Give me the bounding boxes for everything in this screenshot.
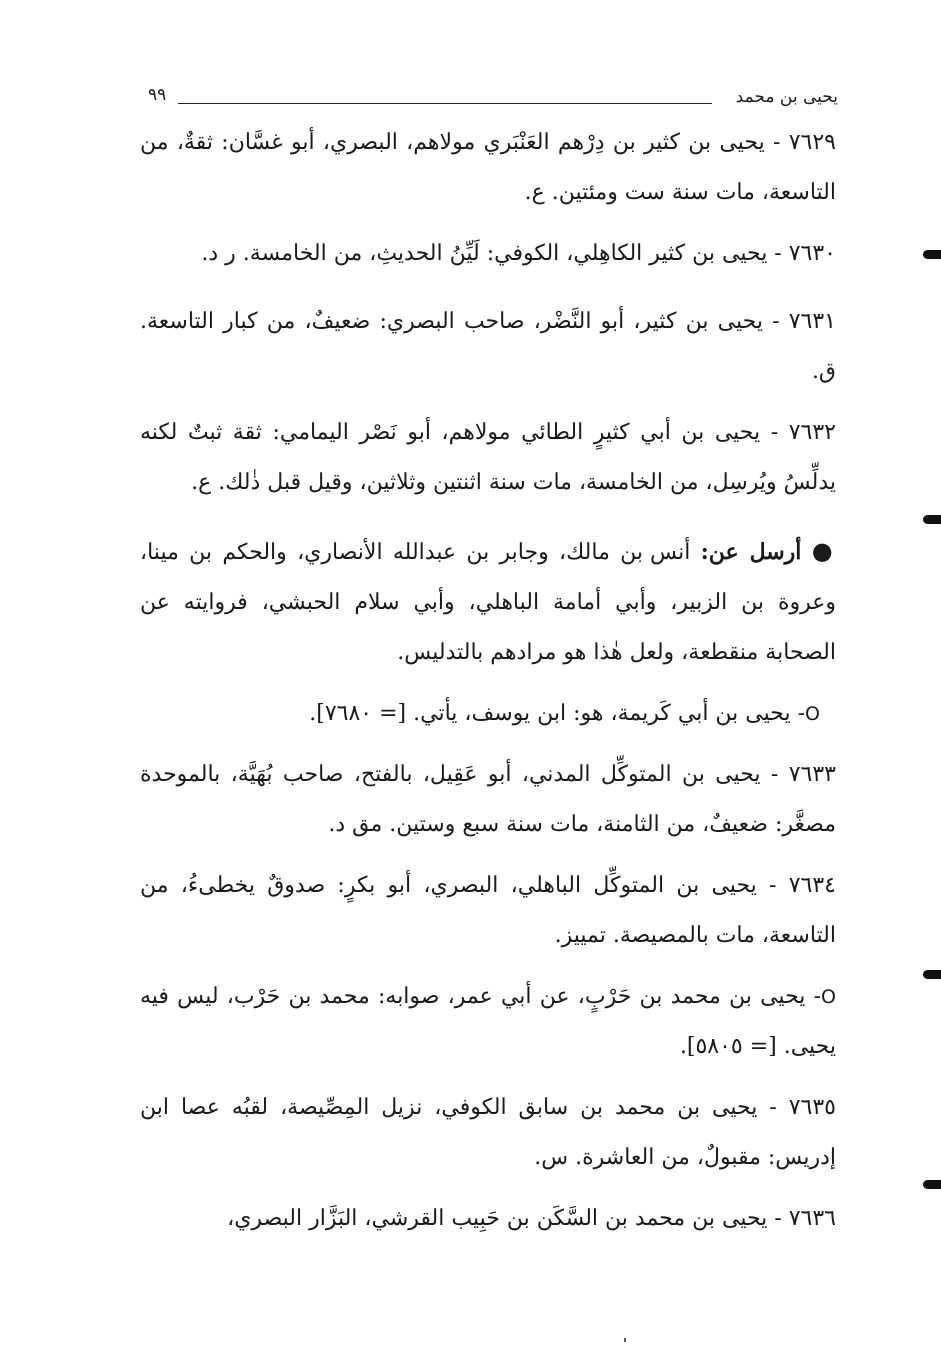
entry-7633: ٧٦٣٣ - يحيى بن المتوكِّل المدني، أبو عَقِيل، بالفتح، صاحب بُهَيَّة، بالموحدة مصغَّر: ضعيفٌ، من الثامنة، مات سنة سبع وستين. مق د.	[140, 762, 836, 837]
cross-reference-text: - يحيى بن محمد بن حَرْبٍ، عن أبي عمر، صوابه: محمد بن حَرْب، ليس فيه يحيى. [= ٥٨٠٥].	[140, 984, 836, 1059]
biography-entries	[140, 118, 836, 1255]
page-edge-mark	[923, 515, 941, 524]
page-number: ٩٩	[148, 85, 167, 105]
circle-marker: O	[821, 986, 836, 1008]
irsal-note	[140, 526, 836, 678]
page-edge-mark	[923, 1180, 941, 1189]
running-title: يحيى بن محمد	[735, 87, 838, 107]
entry-7629: ٧٦٢٩ - يحيى بن كثير بن دِرْهم العَنْبَري مولاهم، البصري، أبو غسَّان: ثقةٌ، من التاسعة، مات سنة ست ومئتين. ع.	[140, 130, 836, 205]
circle-marker: O	[805, 703, 820, 725]
cross-reference-harb	[140, 972, 836, 1072]
entry-7630: ٧٦٣٠ - يحيى بن كثير الكاهِلي، الكوفي: لَيِّنُ الحديثِ، من الخامسة. ر د.	[201, 241, 836, 266]
entry-7631: ٧٦٣١ - يحيى بن كثير، أبو النَّضْر، صاحب البصري: ضعيفٌ، من كبار التاسعة. ق.	[140, 309, 836, 384]
irsal-text: أنس بن مالك، وجابر بن عبدالله الأنصاري، والحكم بن مينا، وعروة بن الزبير، وأبي أمامة الباهلي، وأبي سلام الحبشي، فروايته عن الصحابة منقطعة، ولعل هٰذا هو مرادهم بالتدليس.	[140, 540, 836, 665]
irsal-lead: أرسل عن:	[700, 539, 802, 565]
entry-7636: ٧٦٣٦ - يحيى بن محمد بن السَّكَن بن حَبِيب القرشي، البَزَّار البصري،	[227, 1206, 836, 1231]
page-edge-mark	[923, 250, 941, 259]
running-header	[148, 84, 838, 110]
bullet-marker: ●	[811, 537, 836, 565]
entry-7635: ٧٦٣٥ - يحيى بن محمد بن سابق الكوفي، نزيل المِصِّيصة، لقبُه عصا ابن إدريس: مقبولٌ، من العاشرة. س.	[140, 1095, 836, 1170]
cross-reference-text: - يحيى بن أبي كَريمة، هو: ابن يوسف، يأتي. [= ٧٦٨٠].	[309, 701, 806, 726]
scan-speck	[624, 1338, 626, 1342]
cross-reference-karima	[140, 689, 836, 739]
entry-7634: ٧٦٣٤ - يحيى بن المتوكِّل الباهلي، البصري، أبو بكرٍ: صدوقٌ يخطىءُ، من التاسعة، مات بالمصيصة. تمييز.	[140, 873, 836, 948]
page-edge-mark	[923, 970, 941, 979]
header-rule	[178, 103, 712, 104]
entry-7632: ٧٦٣٢ - يحيى بن أبي كثيرٍ الطائي مولاهم، أبو نَصْر اليمامي: ثقة ثبتٌ لكنه يدلِّسُ ويُرسِل، من الخامسة، مات سنة اثنتين وثلاثين، وقيل قبل ذٰلك. ع.	[140, 420, 836, 495]
